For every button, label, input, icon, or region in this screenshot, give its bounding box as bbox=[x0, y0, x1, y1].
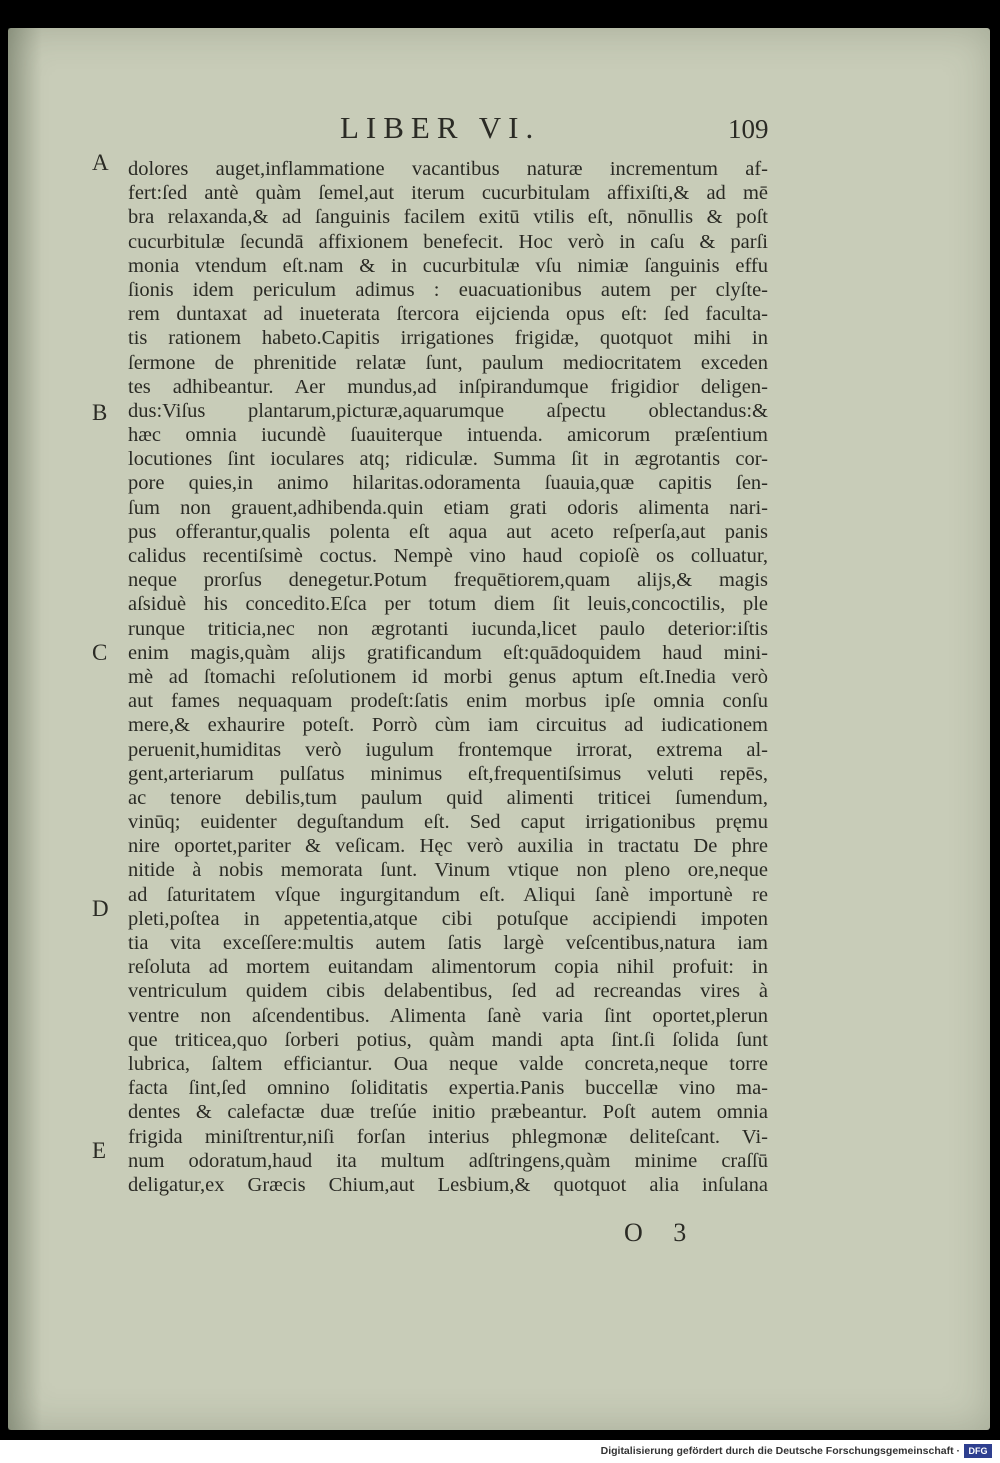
text-line: dolores auget,inflammatione vacantibus naturæ incrementum af- bbox=[128, 158, 768, 180]
funding-credit: Digitalisierung gefördert durch die Deutsche Forschungsgemeinschaft · bbox=[600, 1445, 960, 1457]
text-line: peruenit,humiditas verò iugulum frontemque irrorat, extrema al- bbox=[128, 738, 768, 761]
text-line: pore quies,in animo hilaritas.odoramenta ſuauia,quæ capitis ſen- bbox=[128, 472, 768, 495]
text-line: ſionis idem periculum adimus : euacuationibus autem per clyſte- bbox=[128, 278, 768, 301]
running-title: LIBER VI. bbox=[340, 110, 541, 145]
text-line: facta ſint,ſed omnino ſoliditatis expertia.Panis buccellæ vino ma- bbox=[128, 1077, 768, 1100]
text-line: frigida miniſtrentur,niſi forſan interius phlegmonæ deliteſcant. Vi- bbox=[128, 1125, 768, 1148]
text-line: enim magis,quàm alijs gratificandum eſt:quādoquidem haud mini- bbox=[128, 641, 768, 664]
running-head bbox=[0, 110, 1000, 150]
text-line: nitide à nobis memorata ſunt. Vinum vtique non pleno ore,neque bbox=[128, 859, 768, 882]
margin-letter-b: B bbox=[92, 400, 108, 425]
text-line: reſoluta ad mortem euitandam alimentorum copia nihil profuit: in bbox=[128, 956, 768, 979]
digitization-footer bbox=[0, 1440, 1000, 1463]
text-line: aut fames nequaquam prodeſt:ſatis enim morbus ipſe omnia conſu bbox=[128, 690, 768, 713]
text-line: calidus recentiſsimè coctus. Nempè vino haud copioſè os colluatur, bbox=[128, 545, 768, 567]
text-line: deligatur,ex Græcis Chium,aut Lesbium,& quotquot alia inſulana bbox=[128, 1173, 768, 1196]
text-line: ſermone de phrenitide relatæ ſunt, paulum mediocritatem exceden bbox=[128, 351, 768, 374]
text-line: pleti,poſtea in appetentia,atque cibi potuſque accipiendi impoten bbox=[128, 907, 768, 930]
text-line: num odoratum,haud ita multum adſtringens,quàm minime craſſū bbox=[128, 1149, 768, 1172]
margin-letter-d: D bbox=[92, 896, 109, 921]
text-line: locutiones ſint ioculares atq; ridiculæ. Summa ſit in ægrotantis cor- bbox=[128, 448, 768, 471]
text-line: gent,arteriarum pulſatus minimus eſt,frequentiſsimus veluti repēs, bbox=[128, 762, 768, 785]
text-line: fert:ſed antè quàm ſemel,aut iterum cucurbitulam affixiſti,& ad mē bbox=[128, 182, 768, 205]
text-line: dus:Viſus plantarum,picturæ,aquarumque aſpectu oblectandus:& bbox=[128, 399, 768, 422]
text-line: dentes & calefactæ duæ treſúe initio præbeantur. Poſt autem omnia bbox=[128, 1101, 768, 1124]
text-line: neque prorſus denegetur.Potum frequētiorem,quam alijs,& magis bbox=[128, 569, 768, 592]
text-line: ſum non grauent,adhibenda.quin etiam grati odoris alimenta nari- bbox=[128, 496, 768, 519]
text-line: monia vtendum eſt.nam & in cucurbitulæ vſu nimiæ ſanguinis effu bbox=[128, 254, 768, 277]
text-line: mè ad ſtomachi reſolutionem id morbi genus aptum eſt.Inedia verò bbox=[128, 665, 768, 688]
margin-letter-c: C bbox=[92, 640, 108, 665]
text-line: hæc omnia iucundè ſuauiterque intuenda. amicorum præſentium bbox=[128, 424, 768, 447]
text-line: cucurbitulæ ſecundā affixionem benefecit. Hoc verò in caſu & parſi bbox=[128, 230, 768, 253]
signature-mark: O 3 bbox=[624, 1218, 699, 1247]
text-line: tia vita exceſſere:multis autem ſatis largè veſcentibus,natura iam bbox=[128, 932, 768, 954]
text-line: vinūq; euidenter deguſtandum eſt. Sed caput irrigationibus pręmu bbox=[128, 811, 768, 834]
body-text bbox=[128, 157, 768, 1197]
text-line: pus offerantur,qualis polenta eſt aqua aut aceto reſperſa,aut panis bbox=[128, 520, 768, 543]
text-line: runque triticia,nec non ægrotanti iucunda,licet paulo deterior:iſtis bbox=[128, 617, 768, 640]
text-line: aſsiduè his concedito.Eſca per totum diem ſit leuis,concoctilis, ple bbox=[128, 593, 768, 616]
text-line: rem duntaxat ad inueterata ſtercora eijcienda opus eſt: ſed faculta- bbox=[128, 303, 768, 326]
text-line: ad ſaturitatem vſque ingurgitandum eſt. Aliqui ſanè importunè re bbox=[128, 883, 768, 906]
text-line: ventriculum quidem cibis delabentibus, ſed ad recreandas vires à bbox=[128, 980, 768, 1003]
text-line: bra relaxanda,& ad ſanguinis facilem exitū vtilis eſt, nōnullis & poſt bbox=[128, 206, 768, 229]
text-line: que triticea,quo ſorberi potius, quàm mandi apta ſint.ſi ſolida ſunt bbox=[128, 1028, 768, 1051]
dfg-logo: DFG bbox=[964, 1444, 992, 1458]
margin-letter-a: A bbox=[92, 150, 109, 175]
text-line: lubrica, ſaltem efficiantur. Oua neque valde concreta,neque torre bbox=[128, 1052, 768, 1075]
text-line: tis rationem habeto.Capitis irrigationes frigidæ, quotquot mihi in bbox=[128, 327, 768, 350]
folio-number: 109 bbox=[728, 114, 769, 144]
text-line: mere,& exhaurire poteſt. Porrò cùm iam circuitus ad iudicationem bbox=[128, 714, 768, 737]
text-line: ventre non aſcendentibus. Alimenta ſanè varia ſint oportet,plerun bbox=[128, 1004, 768, 1027]
text-line: ac tenore debilis,tum paulum quid alimenti triticei ſumendum, bbox=[128, 786, 768, 809]
text-line: nire oportet,pariter & veſicam. Hęc verò auxilia in tractatu De phre bbox=[128, 835, 768, 858]
margin-letter-e: E bbox=[92, 1138, 107, 1163]
text-line: tes adhibeantur. Aer mundus,ad inſpirandumque frigidior deligen- bbox=[128, 375, 768, 398]
